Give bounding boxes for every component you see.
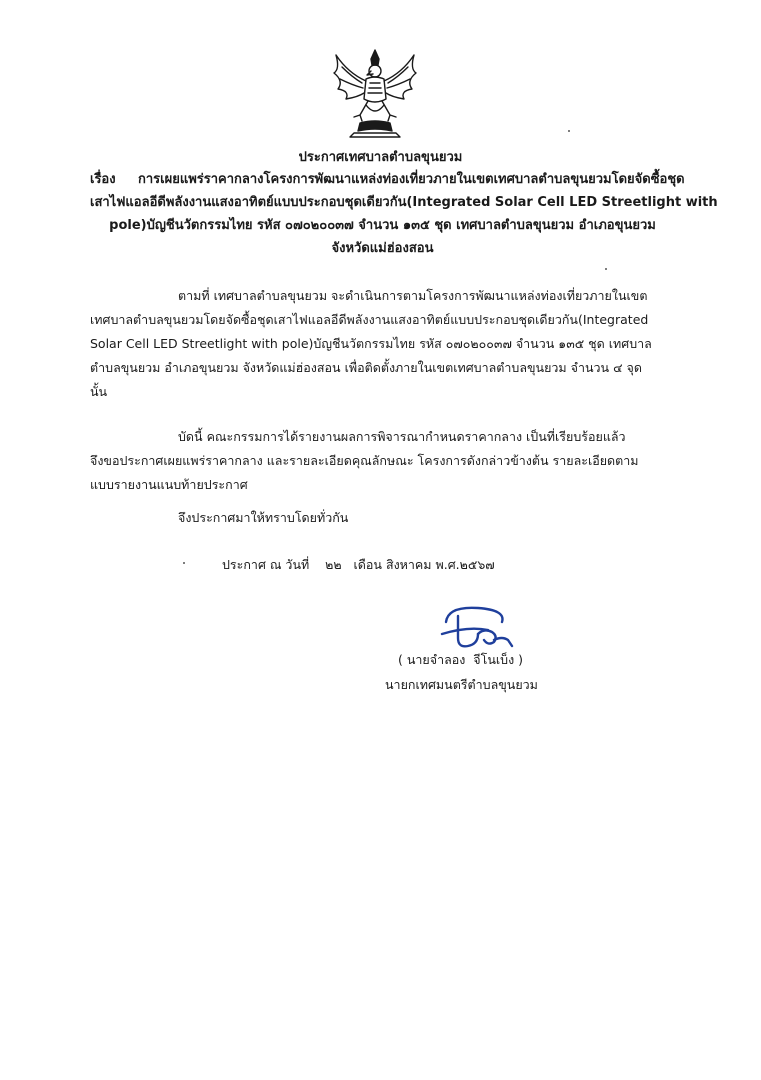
paragraph-line: นั้น (90, 384, 108, 399)
signer-name: ( นายจำลอง จีโนเบ็ง ) (398, 652, 524, 667)
subject-block (90, 168, 718, 260)
paragraph-result (90, 425, 680, 497)
announcement-date: ประกาศ ณ วันที่ ๒๒ เดือน สิงหาคม พ.ศ.๒๕๖๗ (222, 557, 495, 572)
handwritten-signature-icon (428, 600, 528, 655)
subject-text: การเผยแพร่ราคากลางโครงการพัฒนาแหล่งท่องเที่ยวภายในเขตเทศบาลตำบลขุนยวมโดยจัดซื้อชุด (138, 172, 685, 187)
announcement-line: จึงประกาศมาให้ทราบโดยทั่วกัน (178, 510, 349, 525)
document-title: ประกาศเทศบาลตำบลขุนยวม (298, 150, 463, 165)
signer-title: นายกเทศมนตรีตำบลขุนยวม (385, 677, 538, 692)
subject-line-1 (90, 168, 685, 191)
subject-line-3: pole)บัญชีนวัตกรรมไทย รหัส ๐๗๐๒๐๐๓๗ จำนวน ๑๓๕ ชุด เทศบาลตำบลขุนยวม อำเภอขุนยวม (109, 218, 656, 233)
garuda-emblem-icon (330, 47, 420, 139)
paragraph-background (90, 284, 680, 404)
paragraph-line: เทศบาลตำบลขุนยวมโดยจัดซื้อชุดเสาไฟแอลอีดีพลังงานแสงอาทิตย์แบบประกอบชุดเดียวกัน(Integrated (90, 312, 649, 327)
scan-speck (183, 562, 185, 564)
paragraph-line: ตำบลขุนยวม อำเภอขุนยวม จังหวัดแม่ฮ่องสอน เพื่อติดตั้งภายในเขตเทศบาลตำบลขุนยวม จำนวน ๔ จุด (90, 360, 642, 375)
paragraph-line: Solar Cell LED Streetlight with pole)บัญชีนวัตกรรมไทย รหัส ๐๗๐๒๐๐๓๗ จำนวน ๑๓๕ ชุด เทศบาล (90, 336, 652, 351)
subject-label: เรื่อง (90, 172, 116, 187)
paragraph-line: แบบรายงานแนบท้ายประกาศ (90, 477, 248, 492)
scan-speck (568, 130, 570, 132)
paragraph-line: ตามที่ เทศบาลตำบลขุนยวม จะดำเนินการตามโครงการพัฒนาแหล่งท่องเที่ยวภายในเขต (178, 288, 648, 303)
subject-line-4: จังหวัดแม่ฮ่องสอน (331, 241, 434, 256)
scan-speck (605, 268, 607, 270)
subject-line-2: เสาไฟแอลอีดีพลังงานแสงอาทิตย์แบบประกอบชุดเดียวกัน(Integrated Solar Cell LED Streetlight with (90, 195, 718, 210)
paragraph-line: จึงขอประกาศเผยแพร่ราคากลาง และรายละเอียดคุณลักษณะ โครงการดังกล่าวข้างต้น รายละเอียดตาม (90, 453, 639, 468)
paragraph-line: บัดนี้ คณะกรรมการได้รายงานผลการพิจารณากำหนดราคากลาง เป็นที่เรียบร้อยแล้ว (178, 429, 626, 444)
